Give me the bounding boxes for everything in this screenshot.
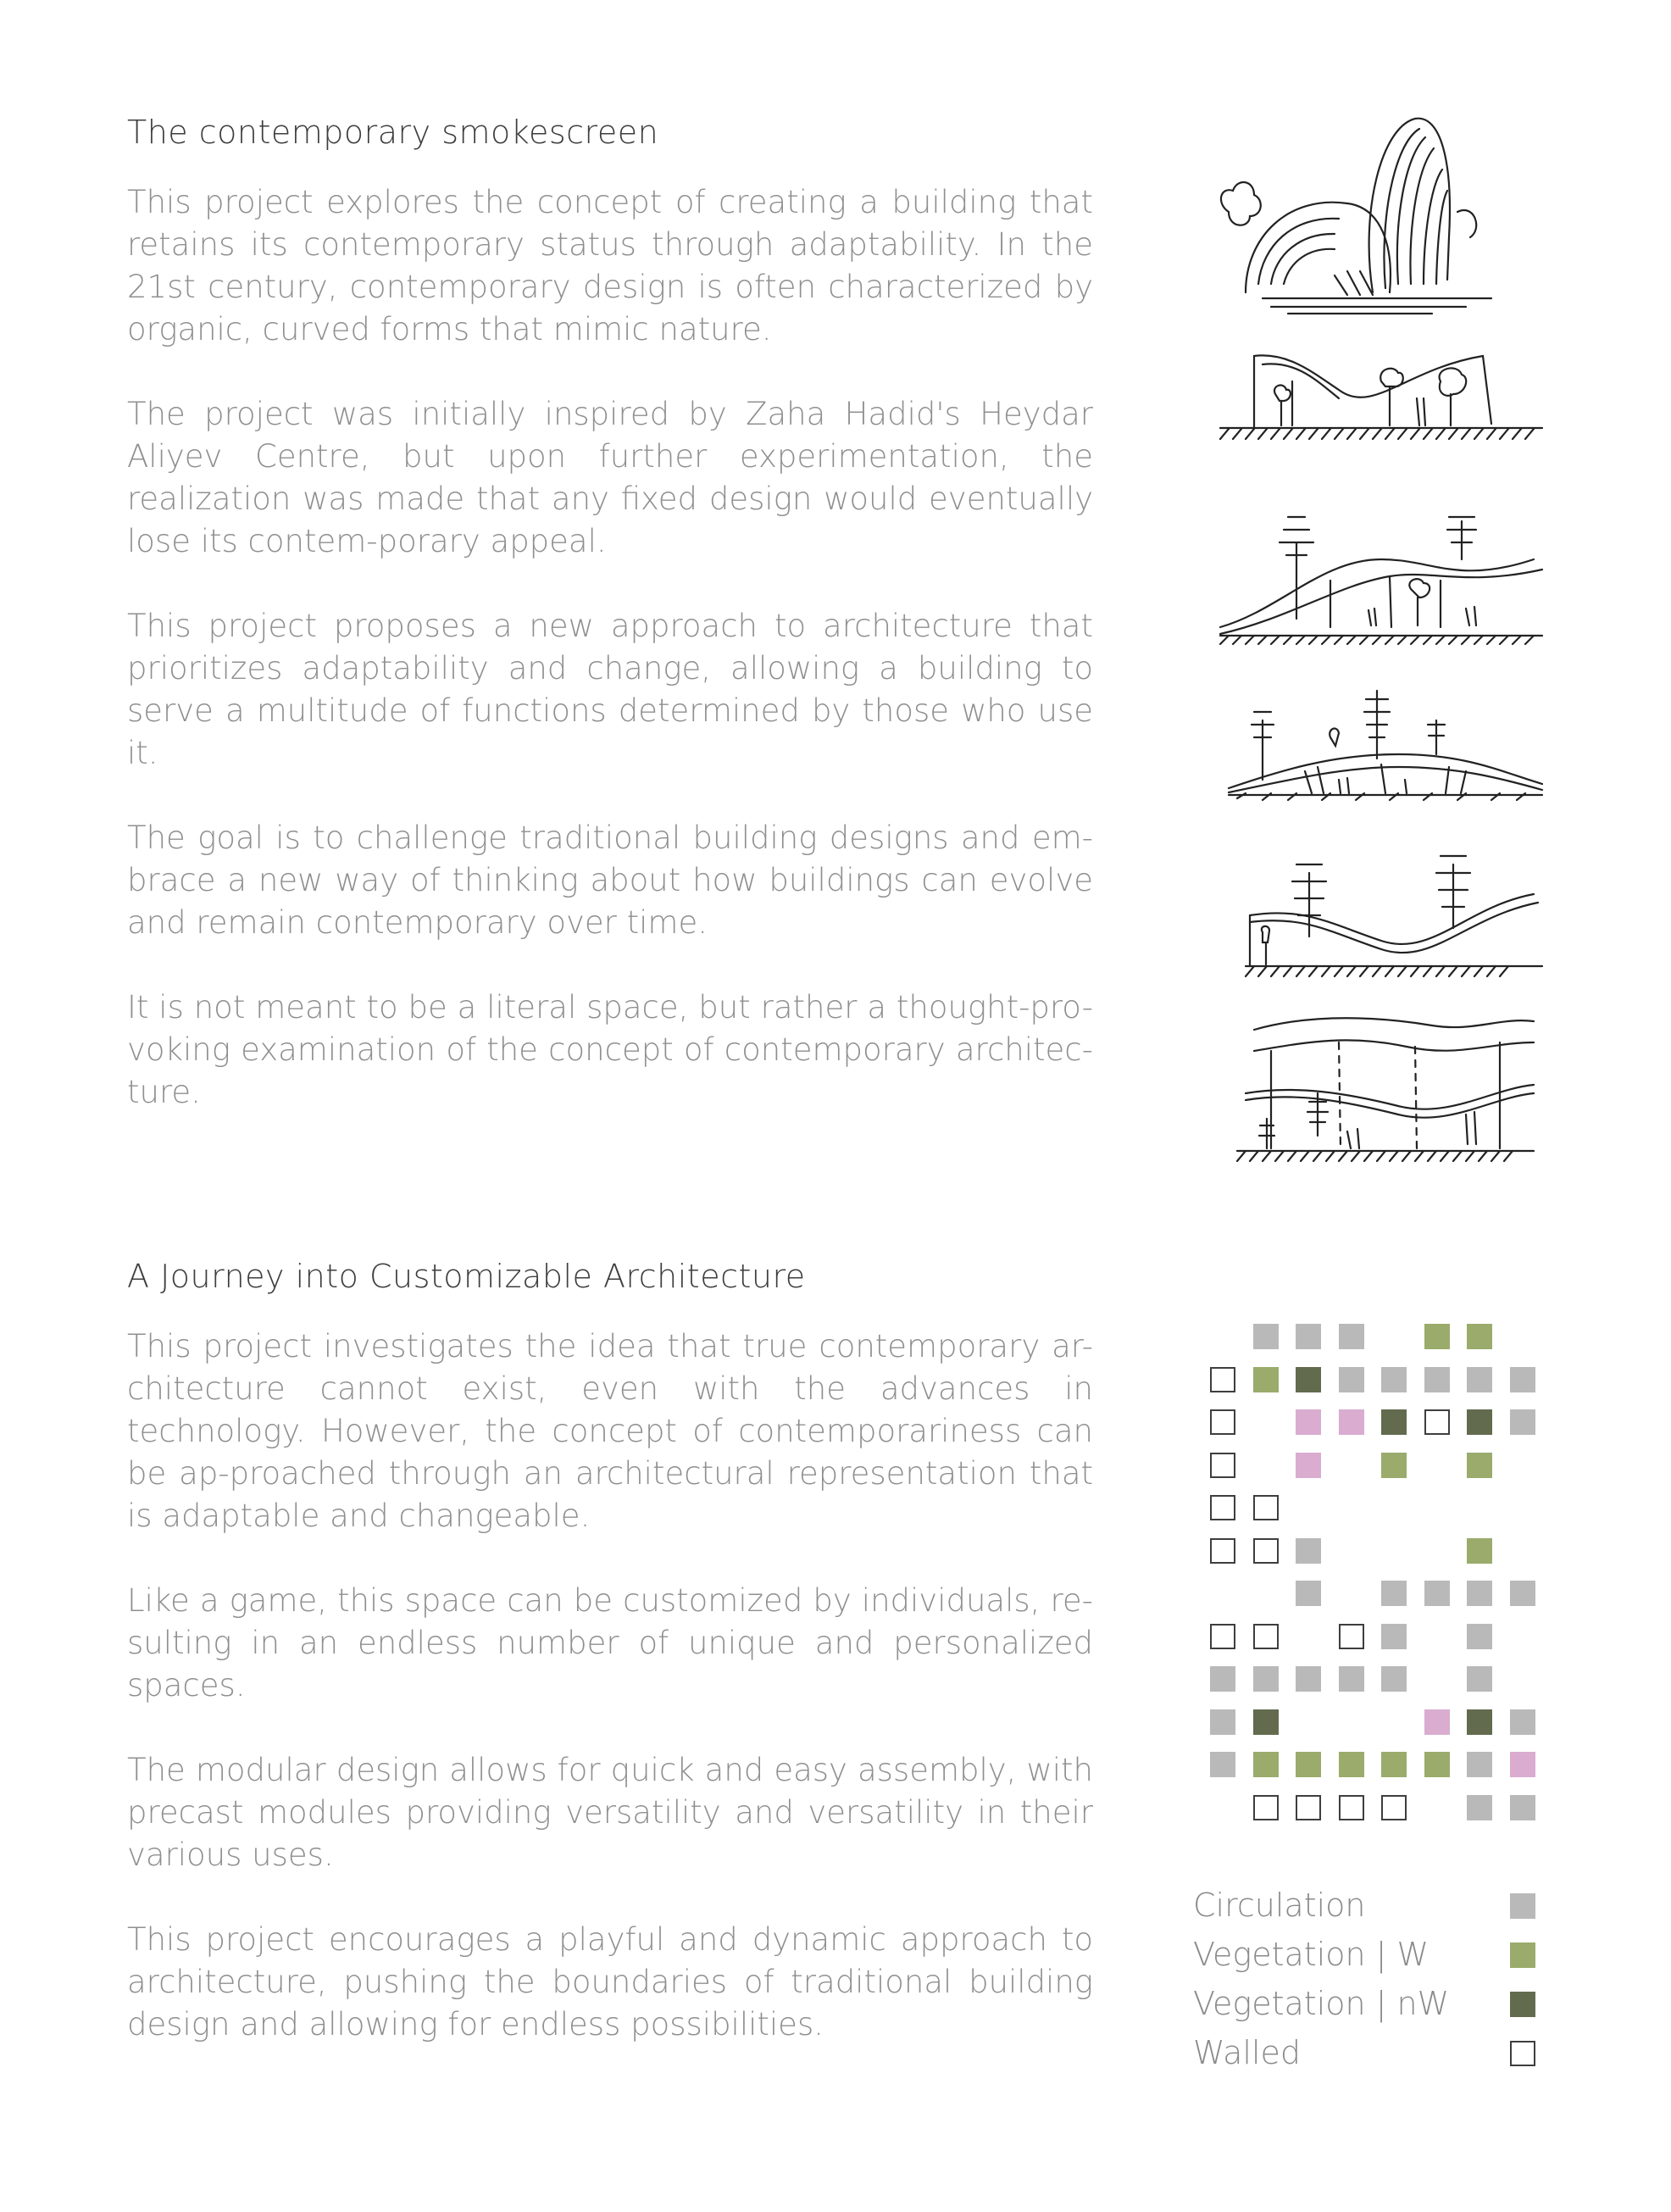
legend-swatch-walled [1510, 2041, 1535, 2066]
module-cell-veg-w [1467, 1538, 1492, 1564]
mound-sketch [1212, 686, 1551, 805]
paragraph: The goal is to challenge traditional building designs and em-brace a new way of thinking about how buildings can evolve and remain contemporary over time. [127, 820, 1093, 941]
legend-label: Walled [1193, 2034, 1302, 2071]
legend-swatch-circulation [1510, 1893, 1535, 1919]
module-cell-walled [1253, 1795, 1279, 1820]
module-cell-walled [1210, 1624, 1235, 1649]
legend-label: Vegetation | W [1193, 1936, 1430, 1973]
module-cell-walled [1296, 1795, 1321, 1820]
paragraph: This project explores the concept of creating a building that retains its contemporary status through adaptability. In the 21st century, contemporary design is often characterized by organic, curved forms that mimic nature. [127, 184, 1093, 347]
module-cell-veg-nw [1296, 1367, 1321, 1392]
module-cell-circulation [1510, 1409, 1535, 1435]
module-cell-walled [1339, 1795, 1364, 1820]
module-cell-circulation [1253, 1666, 1279, 1692]
module-cell-walled [1424, 1409, 1450, 1435]
module-cell-veg-nw [1253, 1709, 1279, 1735]
module-cell-circulation [1467, 1624, 1492, 1649]
module-cell-circulation [1296, 1538, 1321, 1564]
wave-roof-sketch [1212, 347, 1551, 458]
module-cell-circulation [1210, 1709, 1235, 1735]
module-grid [1210, 1324, 1549, 1849]
paragraph: The project was initially inspired by Zaha Hadid's Heydar Aliyev Centre, but upon further experimentation, the realization was made that any fixed design would eventually lose its contem-porary appeal. [127, 396, 1093, 559]
module-cell-circulation [1253, 1324, 1279, 1349]
module-cell-walled [1210, 1453, 1235, 1478]
legend-row-vegetation-w [1193, 1931, 1549, 1980]
module-cell-circulation [1467, 1581, 1492, 1606]
module-cell-circulation [1296, 1581, 1321, 1606]
module-cell-walled [1381, 1795, 1407, 1820]
legend-row-circulation [1193, 1881, 1549, 1931]
module-cell-circulation [1381, 1624, 1407, 1649]
sketch-column [1212, 110, 1551, 1170]
module-cell-pink [1510, 1752, 1535, 1777]
module-cell-walled [1210, 1367, 1235, 1392]
module-cell-walled [1210, 1538, 1235, 1564]
module-cell-circulation [1339, 1666, 1364, 1692]
module-cell-circulation [1467, 1795, 1492, 1820]
legend-label: Circulation [1193, 1887, 1366, 1924]
module-cell-circulation [1467, 1367, 1492, 1392]
module-cell-circulation [1381, 1367, 1407, 1392]
paragraph: It is not meant to be a literal space, but rather a thought-pro-voking examination of the concept of contemporary architec-ture. [127, 989, 1093, 1110]
module-cell-veg-w [1253, 1752, 1279, 1777]
module-cell-walled [1253, 1624, 1279, 1649]
module-cell-circulation [1296, 1666, 1321, 1692]
module-cell-circulation [1381, 1666, 1407, 1692]
curved-tower-sketch [1212, 110, 1551, 318]
module-cell-veg-w [1467, 1324, 1492, 1349]
legend [1193, 1881, 1549, 2078]
module-cell-circulation [1339, 1324, 1364, 1349]
section-contemporary-smokescreen [127, 108, 1093, 1114]
section-customizable-architecture [127, 1253, 1093, 2046]
module-cell-veg-w [1339, 1752, 1364, 1777]
module-cell-circulation [1510, 1795, 1535, 1820]
paragraph: This project proposes a new approach to architecture that prioritizes adaptability and change, allowing a building to serve a multitude of functions determined by those who use it. [127, 608, 1093, 771]
module-cell-veg-nw [1381, 1409, 1407, 1435]
section-heading: The contemporary smokescreen [127, 114, 659, 151]
module-cell-pink [1296, 1409, 1321, 1435]
module-cell-circulation [1424, 1367, 1450, 1392]
module-cell-circulation [1424, 1581, 1450, 1606]
module-cell-walled [1210, 1495, 1235, 1520]
module-cell-circulation [1339, 1367, 1364, 1392]
layered-wave-sketch [1212, 1009, 1551, 1170]
module-cell-veg-nw [1467, 1409, 1492, 1435]
module-cell-pink [1296, 1453, 1321, 1478]
legend-label: Vegetation | nW [1193, 1985, 1450, 2022]
module-cell-pink [1339, 1409, 1364, 1435]
paragraph: This project encourages a playful and dynamic approach to architecture, pushing the boundaries of traditional building design and allowing for endless possibilities. [127, 1921, 1093, 2042]
module-cell-veg-w [1424, 1752, 1450, 1777]
module-cell-circulation [1210, 1752, 1235, 1777]
module-cell-circulation [1467, 1666, 1492, 1692]
paragraph: Like a game, this space can be customized by individuals, re-sulting in an endless number of unique and personalized spaces. [127, 1582, 1093, 1703]
module-cell-circulation [1296, 1324, 1321, 1349]
module-cell-veg-w [1467, 1453, 1492, 1478]
module-cell-pink [1424, 1709, 1450, 1735]
legend-swatch-vegetation-w [1510, 1942, 1535, 1968]
module-cell-walled [1253, 1538, 1279, 1564]
hill-roof-sketch [1212, 509, 1551, 653]
module-cell-circulation [1510, 1367, 1535, 1392]
module-cell-veg-nw [1467, 1709, 1492, 1735]
module-cell-circulation [1510, 1581, 1535, 1606]
double-wave-sketch [1212, 848, 1551, 983]
module-cell-circulation [1381, 1581, 1407, 1606]
module-cell-veg-w [1296, 1752, 1321, 1777]
paragraph: This project investigates the idea that true contemporary ar-chitecture cannot exist, even with the advances in technology. However, the concept of contemporariness can be ap-proached through an architectural representation that is adaptable and changeable. [127, 1328, 1093, 1534]
legend-swatch-vegetation-nw [1510, 1992, 1535, 2017]
legend-row-vegetation-nw [1193, 1980, 1549, 2029]
module-cell-circulation [1467, 1752, 1492, 1777]
module-cell-walled [1210, 1409, 1235, 1435]
legend-row-walled [1193, 2029, 1549, 2078]
module-cell-circulation [1510, 1709, 1535, 1735]
paragraph: The modular design allows for quick and easy assembly, with precast modules providing versatility and versatility in their various uses. [127, 1752, 1093, 1873]
module-cell-walled [1339, 1624, 1364, 1649]
module-cell-walled [1253, 1495, 1279, 1520]
module-cell-veg-w [1381, 1752, 1407, 1777]
module-cell-circulation [1210, 1666, 1235, 1692]
module-cell-veg-w [1424, 1324, 1450, 1349]
section-heading: A Journey into Customizable Architecture [127, 1258, 806, 1295]
module-cell-veg-w [1253, 1367, 1279, 1392]
module-cell-veg-w [1381, 1453, 1407, 1478]
